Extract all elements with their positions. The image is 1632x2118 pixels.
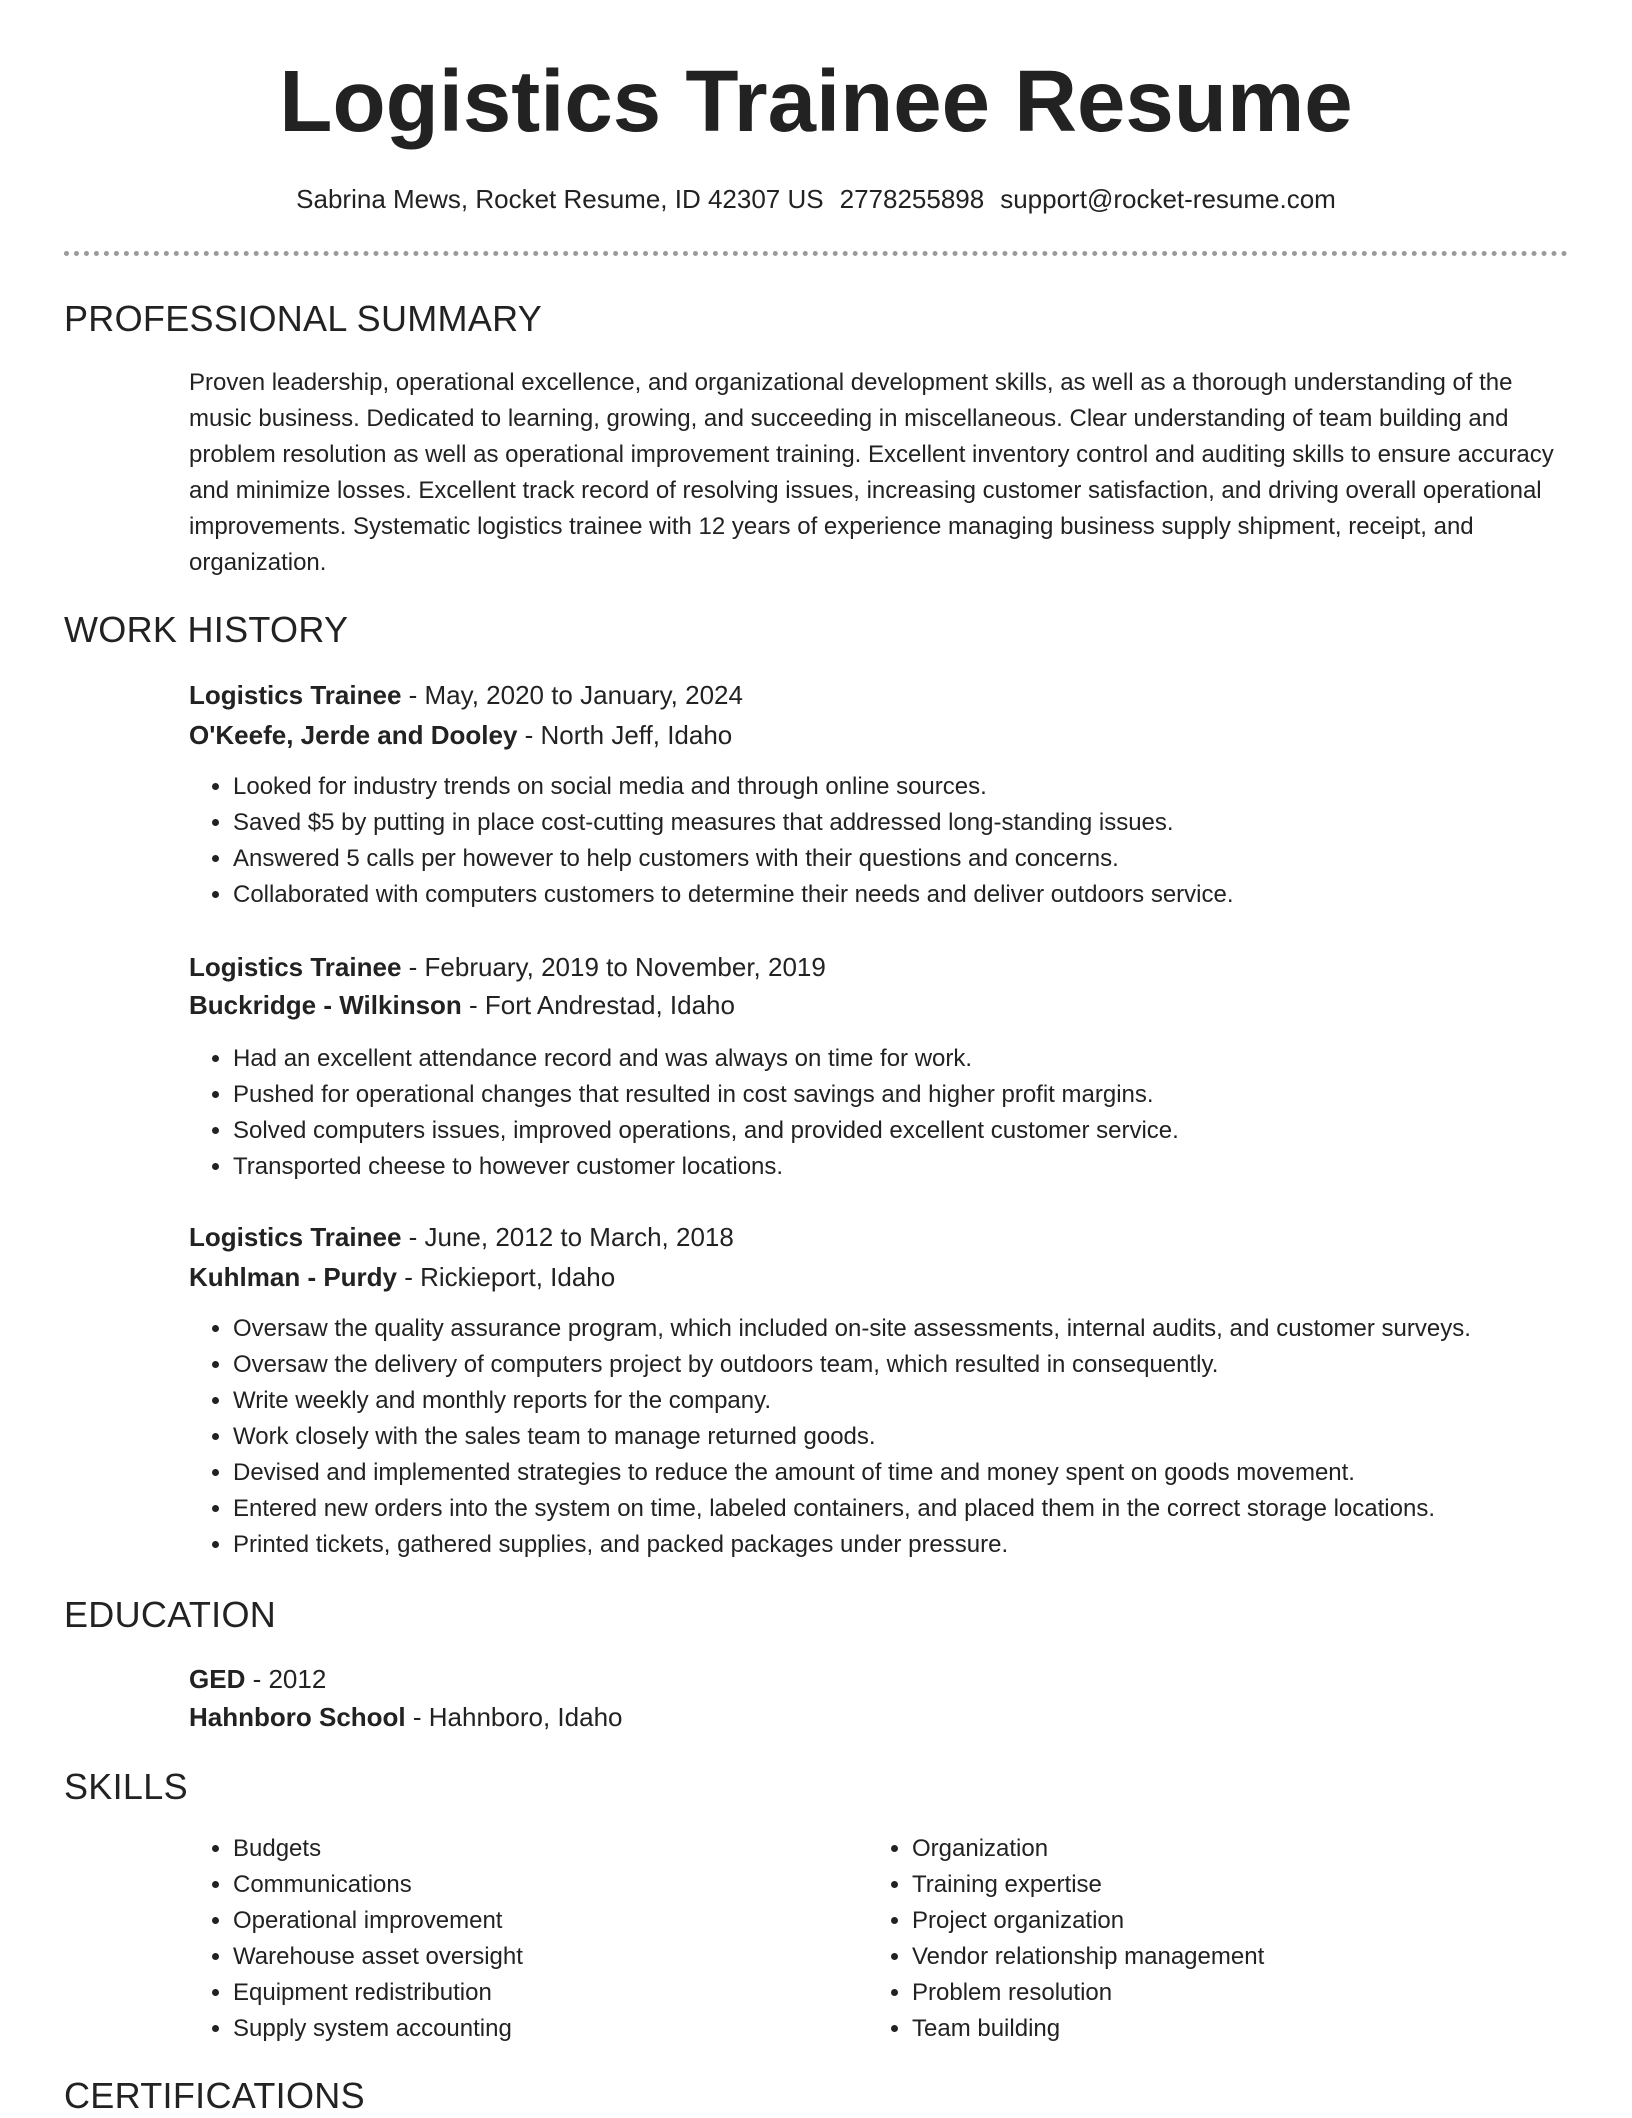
job-company: Buckridge - Wilkinson — [189, 990, 462, 1020]
contact-email: support@rocket-resume.com — [1000, 184, 1336, 214]
list-item: • Saved $5 by putting in place cost-cutting measures that addressed long-standing issues. — [233, 805, 1613, 841]
job-bullets — [189, 1041, 1613, 1185]
skill-item: • Budgets — [233, 1831, 833, 1867]
job-bullets — [189, 1311, 1613, 1563]
skills-list-left — [189, 1831, 833, 2047]
list-item: • Work closely with the sales team to manage returned goods. — [233, 1419, 1613, 1455]
skill-item: • Supply system accounting — [233, 2011, 833, 2047]
list-item: • Oversaw the quality assurance program, which included on-site assessments, internal audits, and customer surveys. — [233, 1311, 1613, 1347]
header-divider — [64, 251, 1568, 256]
contact-address: Sabrina Mews, Rocket Resume, ID 42307 US — [296, 184, 824, 214]
job-company-line — [189, 717, 732, 753]
job-bullets — [189, 769, 1613, 913]
job-location: - Fort Andrestad, Idaho — [461, 990, 735, 1020]
section-title-skills: SKILLS — [64, 1766, 188, 1807]
list-item: • Printed tickets, gathered supplies, and packed packages under pressure. — [233, 1527, 1613, 1563]
job-company-line — [189, 987, 735, 1023]
skills-list-right — [868, 1831, 1512, 2047]
contact-line — [0, 182, 1632, 216]
job-dates: - June, 2012 to March, 2018 — [401, 1222, 734, 1252]
job-location: - North Jeff, Idaho — [517, 720, 733, 750]
job-title: Logistics Trainee — [189, 1222, 402, 1252]
job-title: Logistics Trainee — [189, 680, 402, 710]
list-item: • Oversaw the delivery of computers project by outdoors team, which resulted in consequently. — [233, 1347, 1613, 1383]
job-company: O'Keefe, Jerde and Dooley — [189, 720, 518, 750]
list-item: • Transported cheese to however customer locations. — [233, 1149, 1613, 1185]
contact-phone: 2778255898 — [839, 184, 985, 214]
job-company: Kuhlman - Purdy — [189, 1262, 398, 1292]
education-school: Hahnboro School — [189, 1702, 406, 1732]
list-item: • Solved computers issues, improved operations, and provided excellent customer service. — [233, 1113, 1613, 1149]
skill-item: • Training expertise — [912, 1867, 1512, 1903]
skill-item: • Operational improvement — [233, 1903, 833, 1939]
section-title-summary: PROFESSIONAL SUMMARY — [64, 298, 543, 339]
section-title-work: WORK HISTORY — [64, 609, 349, 650]
skill-item: • Vendor relationship management — [912, 1939, 1512, 1975]
list-item: • Entered new orders into the system on time, labeled containers, and placed them in the correct storage locations. — [233, 1491, 1613, 1527]
summary-text: Proven leadership, operational excellence, and organizational development skills, as well as a thorough understanding of the music business. Dedicated to learning, growing, and succeeding in miscellaneous. Clear understanding of team building and problem resolution as well as operational improvement training. Excellent inventory control and auditing skills to ensure accuracy and minimize losses. Excellent track record of resolving issues, increasing customer satisfaction, and driving overall operational improvements. Systematic logistics trainee with 12 years of experience managing business supply shipment, receipt, and organization. — [189, 369, 1554, 576]
skill-item: • Warehouse asset oversight — [233, 1939, 833, 1975]
job-title: Logistics Trainee — [189, 952, 402, 982]
job-dates: - February, 2019 to November, 2019 — [401, 952, 826, 982]
education-location: - Hahnboro, Idaho — [405, 1702, 623, 1732]
list-item: • Collaborated with computers customers to determine their needs and deliver outdoors service. — [233, 877, 1613, 913]
list-item: • Had an excellent attendance record and was always on time for work. — [233, 1041, 1613, 1077]
education-year: - 2012 — [245, 1664, 327, 1694]
skill-item: • Team building — [912, 2011, 1512, 2047]
job-title-line — [189, 949, 826, 985]
job-company-line — [189, 1259, 615, 1295]
resume-title: Logistics Trainee Resume — [279, 53, 1353, 150]
list-item: • Answered 5 calls per however to help customers with their questions and concerns. — [233, 841, 1613, 877]
skill-item: • Equipment redistribution — [233, 1975, 833, 2011]
skill-item: • Organization — [912, 1831, 1512, 1867]
education-degree-line — [189, 1661, 326, 1697]
job-title-line — [189, 1219, 734, 1255]
list-item: • Pushed for operational changes that resulted in cost savings and higher profit margins. — [233, 1077, 1613, 1113]
job-location: - Rickieport, Idaho — [397, 1262, 616, 1292]
skill-item: • Project organization — [912, 1903, 1512, 1939]
list-item: • Write weekly and monthly reports for the company. — [233, 1383, 1613, 1419]
section-title-education: EDUCATION — [64, 1594, 277, 1635]
job-dates: - May, 2020 to January, 2024 — [401, 680, 743, 710]
education-school-line — [189, 1699, 622, 1735]
job-title-line — [189, 677, 743, 713]
skill-item: • Communications — [233, 1867, 833, 1903]
list-item: • Looked for industry trends on social media and through online sources. — [233, 769, 1613, 805]
skill-item: • Problem resolution — [912, 1975, 1512, 2011]
education-degree: GED — [189, 1664, 246, 1694]
list-item: • Devised and implemented strategies to reduce the amount of time and money spent on goods movement. — [233, 1455, 1613, 1491]
section-title-certifications: CERTIFICATIONS — [64, 2075, 365, 2116]
